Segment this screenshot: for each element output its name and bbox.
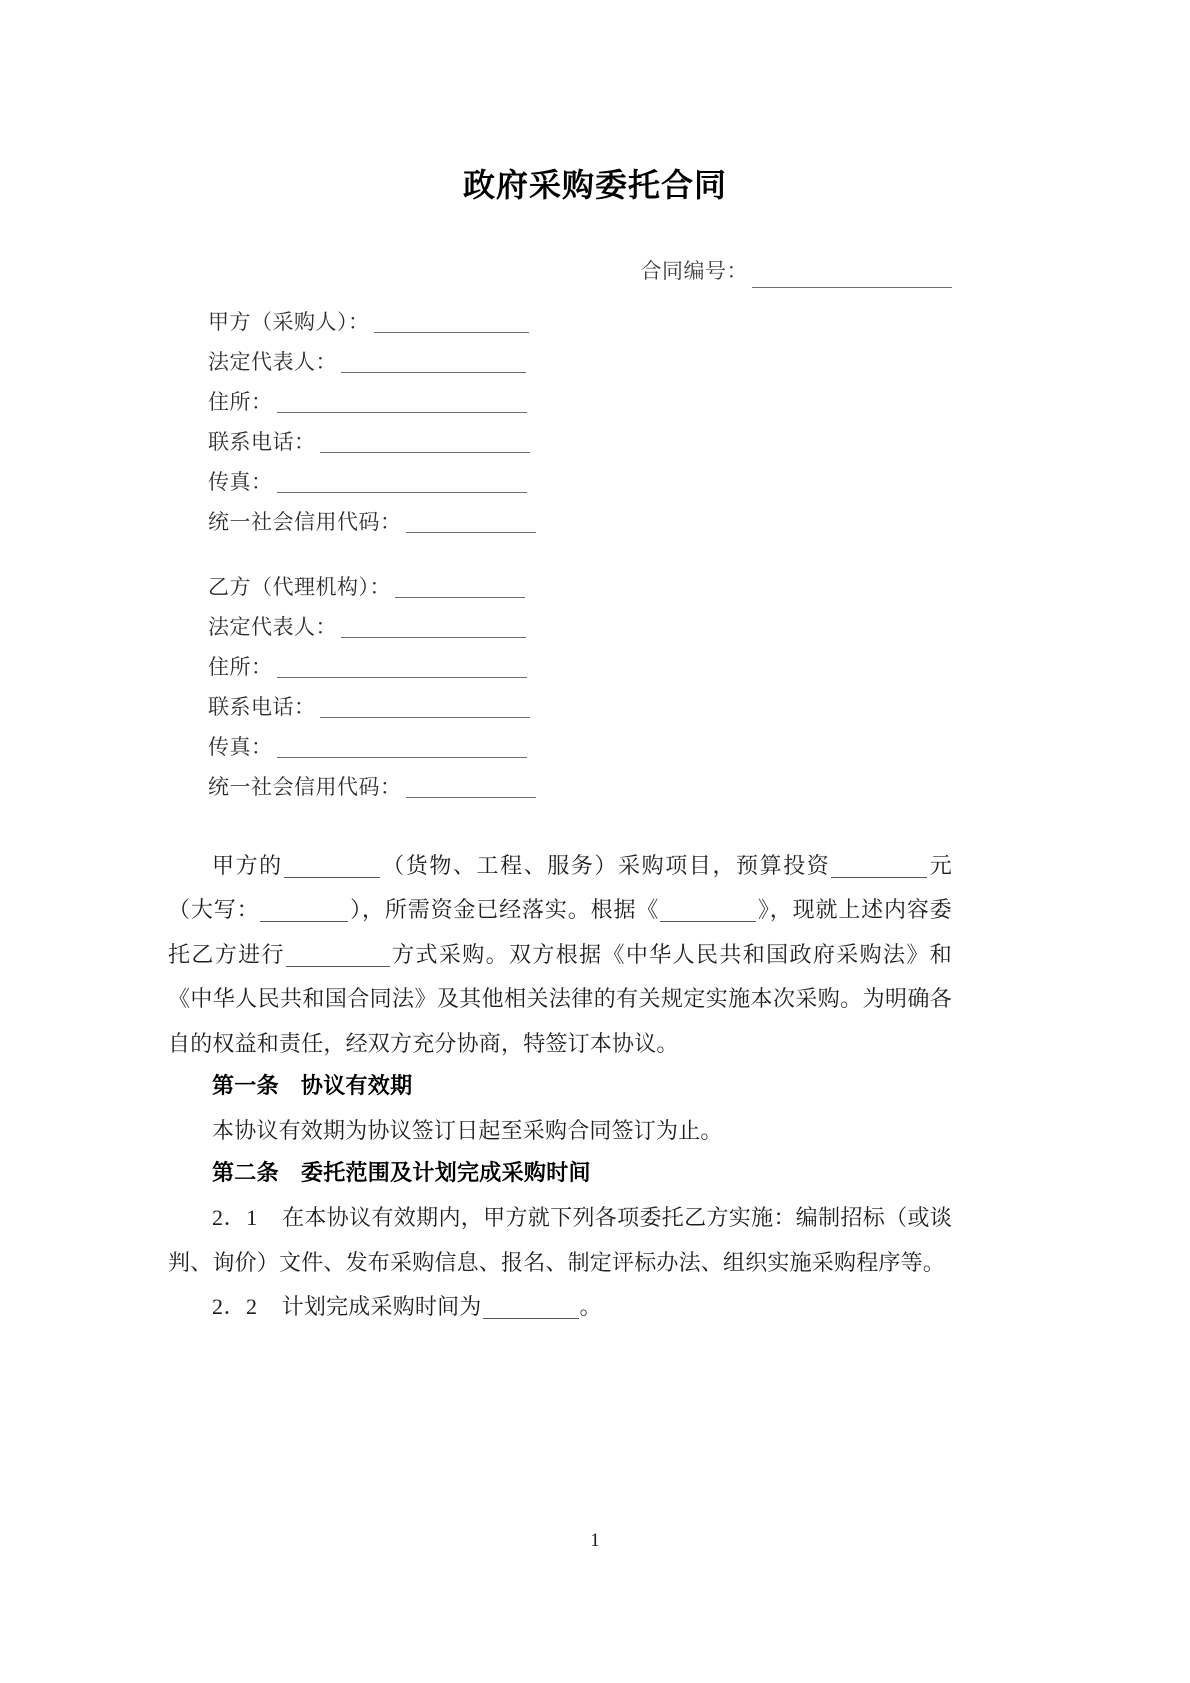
field-party-b-phone	[208, 694, 1190, 719]
preamble-blank-budget-words[interactable]	[260, 900, 348, 922]
field-input[interactable]	[406, 513, 536, 533]
clause-text-after: 。	[579, 1294, 602, 1320]
field-party-b-address	[208, 654, 1190, 679]
field-label: 统一社会信用代码：	[208, 774, 402, 799]
preamble-seg-5: 》，现就上述内容委托乙方进行	[168, 897, 952, 967]
field-label: 住所：	[208, 654, 273, 679]
preamble-blank-law-reference[interactable]	[660, 900, 756, 922]
article-title: 协议有效期	[300, 1074, 413, 1100]
field-input[interactable]	[320, 433, 530, 453]
party-a-block	[208, 309, 1190, 534]
preamble-blank-budget[interactable]	[831, 856, 927, 878]
contract-number-input[interactable]	[752, 268, 952, 288]
field-label: 联系电话：	[208, 429, 316, 454]
field-label: 甲方（采购人）：	[208, 309, 370, 334]
article-2-clause-2	[168, 1285, 952, 1329]
field-input[interactable]	[341, 618, 526, 638]
field-party-a-phone	[208, 429, 1190, 454]
field-party-b-legal-rep	[208, 614, 1190, 639]
field-party-a-legal-rep	[208, 349, 1190, 374]
article-number: 第一条	[212, 1074, 279, 1100]
field-label: 乙方（代理机构）：	[208, 574, 391, 599]
field-party-a-fax	[208, 469, 1190, 494]
field-label: 统一社会信用代码：	[208, 509, 402, 534]
field-input[interactable]	[374, 313, 529, 333]
article-title: 委托范围及计划完成采购时间	[300, 1161, 591, 1187]
article-2-clause-1	[168, 1196, 952, 1285]
article-2	[168, 1153, 952, 1329]
preamble-paragraph	[168, 844, 952, 1066]
field-input[interactable]	[277, 658, 527, 678]
article-2-heading	[168, 1153, 952, 1196]
field-input[interactable]	[406, 778, 536, 798]
field-label: 住所：	[208, 389, 273, 414]
article-1-heading	[168, 1066, 952, 1109]
page-title: 政府采购委托合同	[462, 166, 727, 204]
article-1-body: 本协议有效期为协议签订日起至采购合同签订为止。	[212, 1117, 723, 1143]
clause-text-before: 计划完成采购时间为	[281, 1294, 482, 1320]
field-party-b-credit-code	[208, 774, 1190, 799]
clause-number: 2．1	[212, 1205, 258, 1231]
preamble-blank-procurement-method[interactable]	[286, 945, 390, 967]
clause-text: 在本协议有效期内，甲方就下列各项委托乙方实施：编制招标（或谈判、询价）文件、发布采购信息、报名、制定评标办法、组织实施采购程序等。	[168, 1205, 952, 1275]
field-party-b-name	[208, 574, 1190, 599]
field-input[interactable]	[395, 578, 525, 598]
field-input[interactable]	[320, 698, 530, 718]
contract-number-label: 合同编号：	[640, 259, 748, 284]
field-party-a-address	[208, 389, 1190, 414]
field-party-a-name	[208, 309, 1190, 334]
field-input[interactable]	[277, 738, 527, 758]
field-input[interactable]	[341, 353, 526, 373]
article-1	[168, 1066, 952, 1153]
field-party-b-fax	[208, 734, 1190, 759]
field-label: 联系电话：	[208, 694, 316, 719]
page-number: 1	[590, 1530, 600, 1551]
field-party-a-credit-code	[208, 509, 1190, 534]
field-input[interactable]	[277, 393, 527, 413]
field-label: 传真：	[208, 469, 273, 494]
preamble-seg-4: ），所需资金已经落实。根据《	[349, 897, 660, 923]
preamble-seg-6: 方式采购。双方根据《中华人民共和国政府采购法》和《中华人民共和国合同法》及其他相关法律的有关规定实施本次采购。为明确各自的权益和责任，经双方充分协商，特签订本协议。	[168, 941, 952, 1056]
field-label: 法定代表人：	[208, 349, 337, 374]
article-number: 第二条	[212, 1161, 279, 1187]
preamble-blank-project-type[interactable]	[284, 856, 380, 878]
field-label: 传真：	[208, 734, 273, 759]
clause-blank-completion-time[interactable]	[483, 1297, 579, 1319]
preamble-seg-1: 甲方的	[212, 852, 283, 878]
contract-number-row	[0, 256, 1190, 288]
preamble-seg-3: 元（大写：	[168, 852, 952, 923]
preamble-seg-2: （货物、工程、服务）采购项目，预算投资	[380, 852, 831, 878]
field-input[interactable]	[277, 473, 527, 493]
clause-number: 2．2	[212, 1294, 258, 1320]
field-label: 法定代表人：	[208, 614, 337, 639]
party-b-block	[208, 574, 1190, 799]
